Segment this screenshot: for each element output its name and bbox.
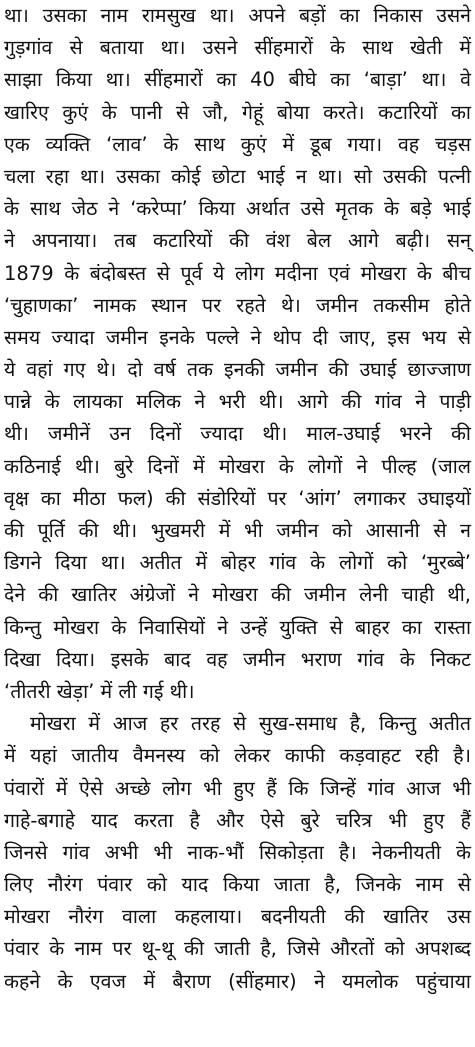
text-line: मोखरा नौरंग वाला कहलाया। बदनीयती की खातिर उस (4, 905, 471, 929)
text-line: एक व्यक्ति ‘लाव’ के साथ कुएं में डूब गया। वह चड़स (4, 132, 471, 156)
text-line: 1879 के बंदोबस्त से पूर्व ये लोग मदीना एवं मोखरा के बीच (4, 261, 471, 285)
text-line: चला रहा था। उसका कोई छोटा भाई न था। सो उसकी पत्नी (4, 164, 471, 188)
text-line: ये वहां गए थे। दो वर्ष तक इनकी जमीन की उघाई छाज्जाण (4, 358, 471, 382)
text-line: दिखा दिया। इसके बाद वह जमीन भराण गांव के निकट (4, 647, 471, 671)
text-line: में यहां जातीय वैमनस्य को लेकर काफी कड़वाहट रही है। (4, 744, 471, 768)
text-line: की पूर्ति की थी। भुखमरी में भी जमीन को आसानी से न (4, 519, 471, 542)
text-line: पंवारों में ऐसे अच्छे लोग भी हुए हैं कि जिन्हें गांव आज भी (4, 776, 471, 800)
text-line: समय ज्यादा जमीन इनके पल्ले ने थोप दी जाए, इस भय से (4, 325, 471, 349)
paragraph-2 (0, 708, 475, 998)
text-line: थी। जमीनें उन दिनों ज्यादा थी। माल-उघाई भरने की (4, 422, 471, 446)
text-line: साझा किया था। सींहमारों का 40 बीघे का ‘बाड़ा’ था। वे (4, 68, 471, 92)
text-line: के साथ जेठ ने ‘करेप्पा’ किया अर्थात उसे मृतक के बड़े भाई (4, 197, 471, 221)
text-line: जिनसे गांव अभी भी नाक-भौं सिकोड़ता है। नेकनीयती के (4, 840, 471, 864)
text-line: लिए नौरंग पंवार को याद किया जाता है, जिनके नाम से (4, 873, 471, 897)
text-line: देने की खातिर अंग्रेजों ने मोखरा की जमीन लेनी चाही थी, (4, 583, 471, 607)
text-line: डिगने दिया था। अतीत में बोहर गांव के लोगों को ‘मुरब्बे’ (4, 551, 471, 575)
text-line: कहने के एवज में बैराण (सींहमार) ने यमलोक पहुंचाया (4, 969, 471, 993)
text-line: था। उसका नाम रामसुख था। अपने बड़ों का निकास उसने (4, 4, 471, 27)
text-line: वृक्ष का मीठा फल) की संडोरियों पर ‘आंग’ लगाकर उघाइयों (4, 486, 471, 510)
text-line: ‘तीतरी खेड़ा’ में ली गई थी। (4, 679, 195, 703)
text-line: खारिए कुएं के पानी से जौ, गेहूं बोया करते। कटारियों का (4, 100, 471, 124)
text-line: ‘चुहाणका’ नामक स्थान पर रहते थे। जमीन तकसीम होते (4, 293, 471, 317)
text-line: ने अपनाया। तब कटारियों की वंश बेल आगे बढ़ी। सन् (4, 229, 471, 253)
text-line: पंवार के नाम पर थू-थू की जाती है, जिसे औरतों को अपशब्द (4, 937, 471, 961)
text-line: गाहे-बगाहे याद करता है और ऐसे बुरे चरित्र भी हुए हैं (4, 808, 471, 832)
text-line: गुड़गांव से बताया था। उसने सींहमारों के साथ खेती में (4, 36, 471, 60)
text-line: कठिनाई थी। बुरे दिनों में मोखरा के लोगों ने पील्ह (जाल (4, 454, 471, 478)
text-line: मोखरा में आज हर तरह से सुख-समाध है, किन्तु अतीत (30, 712, 471, 736)
text-line: पान्ने के लायका मलिक ने भरी थी। आगे की गांव ने पाड़ी (4, 390, 471, 414)
text-line: किन्तु मोखरा के निवासियों ने उन्हें युक्ति से बाहर का रास्ता (4, 615, 471, 639)
